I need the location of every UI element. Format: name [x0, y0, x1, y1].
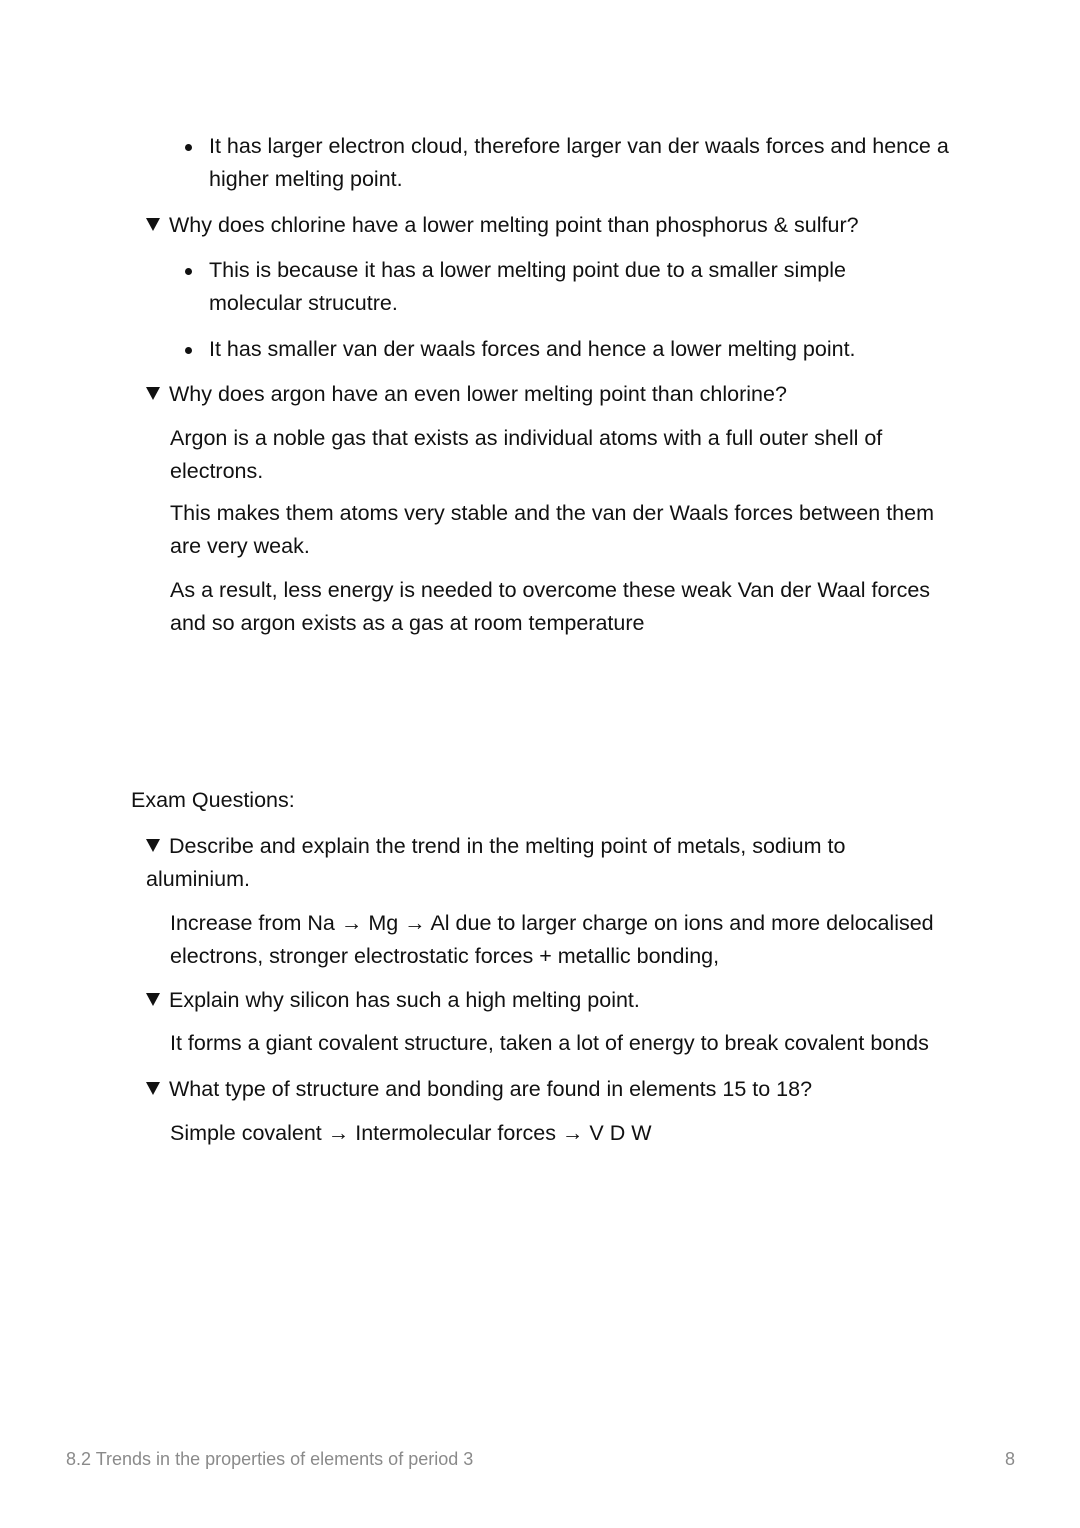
triangle-down-icon[interactable] — [146, 1082, 160, 1095]
toggle-question: Explain why silicon has such a high melting point. — [169, 988, 640, 1012]
bullet-dot-icon — [185, 144, 192, 151]
bullet-item — [209, 333, 954, 366]
triangle-down-icon[interactable] — [146, 218, 160, 231]
exam-heading: Exam Questions: — [131, 788, 295, 812]
toggle-question: Why does argon have an even lower melting point than chlorine? — [169, 382, 787, 406]
triangle-down-icon[interactable] — [146, 839, 160, 852]
toggle-argon[interactable] — [146, 378, 966, 411]
toggle-exam-question[interactable] — [146, 1073, 966, 1106]
answer-paragraph: Argon is a noble gas that exists as individual atoms with a full outer shell of electrons. — [170, 426, 883, 483]
footer-title: 8.2 Trends in the properties of elements of period 3 — [66, 1449, 474, 1469]
bullet-item — [209, 130, 954, 196]
triangle-down-icon[interactable] — [146, 387, 160, 400]
answer-paragraph: This makes them atoms very stable and the van der Waals forces between them are very weak. — [170, 501, 934, 558]
toggle-question: What type of structure and bonding are found in elements 15 to 18? — [169, 1077, 813, 1101]
answer-paragraph: As a result, less energy is needed to overcome these weak Van der Waal forces and so argon exists as a gas at room temperature — [170, 578, 931, 635]
answer-paragraph: Simple covalent → Intermolecular forces → V D W — [170, 1121, 652, 1145]
answer-paragraph: It forms a giant covalent structure, taken a lot of energy to break covalent bonds — [170, 1031, 929, 1055]
toggle-chlorine[interactable] — [146, 209, 966, 242]
page-number: 8 — [1004, 1449, 1015, 1469]
bullet-text: It has smaller van der waals forces and hence a lower melting point. — [209, 337, 856, 361]
bullet-dot-icon — [185, 347, 192, 354]
triangle-down-icon[interactable] — [146, 993, 160, 1006]
bullet-text: This is because it has a lower melting point due to a smaller simple molecular strucutre. — [209, 258, 846, 315]
answer-paragraph: Increase from Na → Mg → Al due to larger charge on ions and more delocalised electrons, stronger electrostatic forces + metallic bonding, — [170, 911, 934, 968]
bullet-text: It has larger electron cloud, therefore larger van der waals forces and hence a higher melting point. — [209, 134, 949, 191]
toggle-exam-question[interactable] — [146, 830, 876, 896]
toggle-exam-question[interactable] — [146, 984, 966, 1017]
bullet-dot-icon — [185, 268, 192, 275]
toggle-question: Why does chlorine have a lower melting point than phosphorus & sulfur? — [169, 213, 859, 237]
bullet-item — [209, 254, 909, 320]
toggle-question: Describe and explain the trend in the melting point of metals, sodium to aluminium. — [146, 834, 846, 891]
